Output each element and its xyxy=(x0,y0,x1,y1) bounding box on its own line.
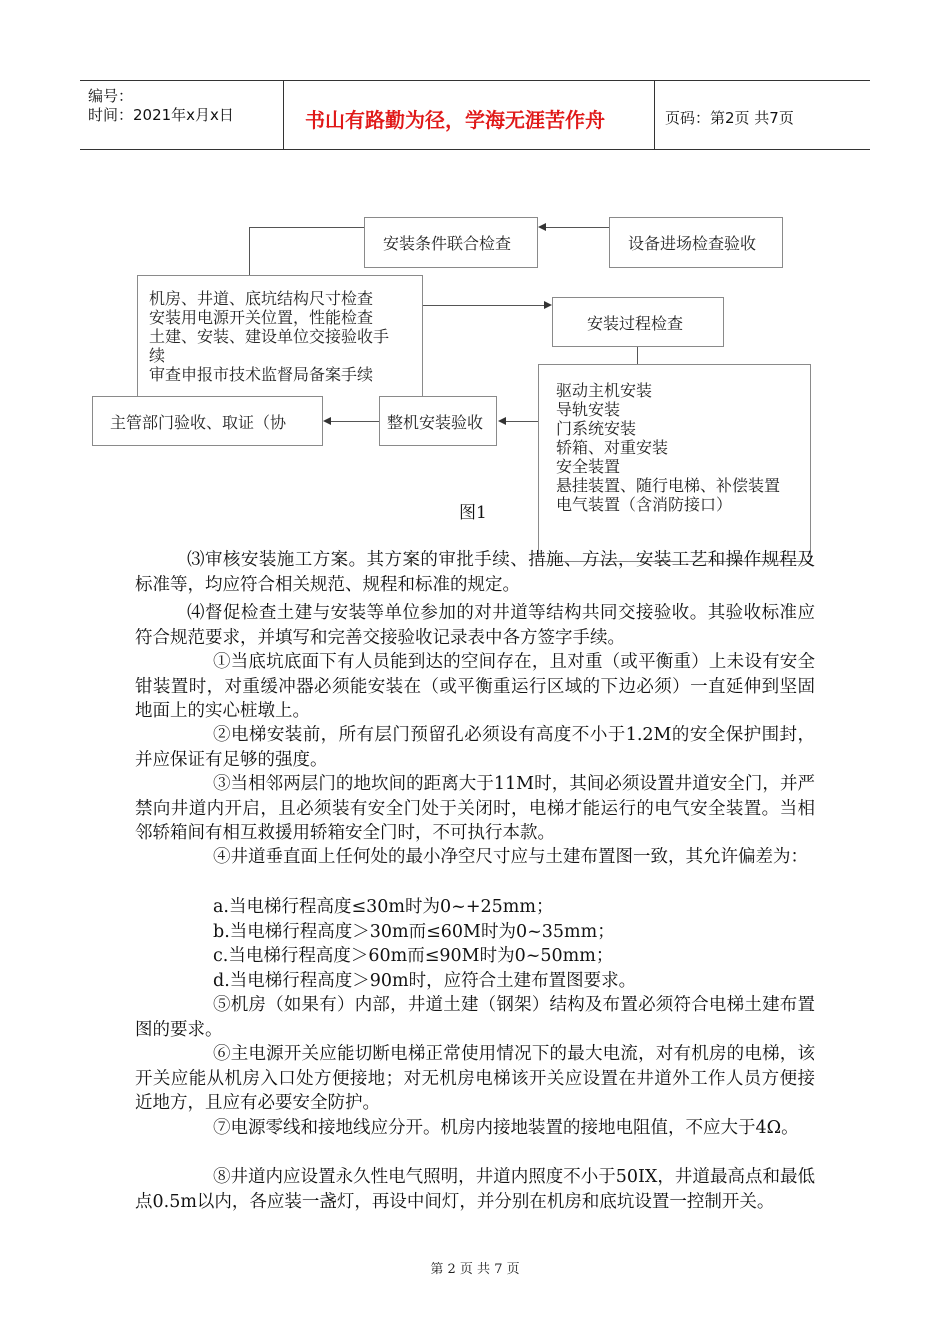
connector-equipment-to-condition xyxy=(545,227,609,228)
preconditions-line-3: 土建、安装、建设单位交接验收手 xyxy=(149,327,390,346)
box-authority xyxy=(92,396,323,446)
clause-2: ②电梯安装前，所有层门预留孔必须设有高度不小于1.2M的安全保护围封，并应保证有足够的强度。 xyxy=(135,725,815,770)
header-divider-right xyxy=(654,80,655,149)
box-preconditions xyxy=(137,275,423,401)
paragraph-4: ⑷督促检查土建与安装等单位参加的对井道等结构共同交接验收。其验收标准应符合规范要求，并填写和完善交接验收记录表中各方签字手续。 xyxy=(135,603,815,648)
clause-4: ④井道垂直面上任何处的最小净空尺寸应与土建布置图一致，其允许偏差为： xyxy=(213,847,808,867)
arrow-left-icon xyxy=(323,417,331,425)
clause-8: ⑧井道内应设置永久性电气照明，井道内照度不小于50IX，井道最高点和最低点0.5m以内，各应装一盏灯，再设中间灯，并分别在机房和底坑设置一控制开关。 xyxy=(135,1167,815,1212)
list-item-c: c.当电梯行程高度＞60m而≤90M时为0~50mm； xyxy=(213,946,614,966)
page-footer: 第 2 页 共 7 页 xyxy=(430,1262,520,1277)
preconditions-line-4: 续 xyxy=(149,346,166,365)
connector-left-to-process xyxy=(422,305,545,306)
process-item-2: 导轨安装 xyxy=(556,400,621,419)
arrow-left-icon xyxy=(538,223,546,231)
clause-3: ③当相邻两层门的地坎间的距离大于11M时，其间必须设置井道安全门，并严禁向井道内开启，且必须装有安全门处于关闭时，电梯才能运行的电气安全装置。当相邻轿箱间有相互救援用轿箱安全门时，不可执行本款。 xyxy=(135,774,815,843)
clause-1: ①当底坑底面下有人员能到达的空间存在，且对重（或平衡重）上未设有安全钳装置时，对重缓冲器必须能安装在（或平衡重运行区域的下边必须）一直延伸到坚固地面上的实心桩墩上。 xyxy=(135,652,815,721)
list-item-b: b.当电梯行程高度＞30m而≤60M时为0~35mm； xyxy=(213,922,615,942)
process-item-6: 悬挂装置、随行电梯、补偿装置 xyxy=(556,476,781,495)
preconditions-line-2: 安装用电源开关位置，性能检查 xyxy=(149,308,374,327)
header-time-label: 时间：2021年x月x日 xyxy=(88,106,234,124)
preconditions-line-1: 机房、井道、底坑结构尺寸检查 xyxy=(149,289,374,308)
box-process-check xyxy=(552,297,724,347)
process-item-3: 门系统安装 xyxy=(556,419,637,438)
figure-caption: 图1 xyxy=(459,503,487,523)
box-acceptance xyxy=(379,396,497,446)
process-item-5: 安全装置 xyxy=(556,457,621,476)
header-page-label: 页码：第2页 共7页 xyxy=(665,109,794,127)
box-process-items xyxy=(538,364,811,562)
box-acceptance-label: 整机安装验收 xyxy=(387,413,484,432)
connector-condition-to-left-h xyxy=(249,227,364,228)
header-number-label: 编号： xyxy=(88,87,134,105)
arrow-left-icon xyxy=(498,417,506,425)
process-item-4: 轿箱、对重安装 xyxy=(556,438,669,457)
clause-7: ⑦电源零线和接地线应分开。机房内接地装置的接地电阻值，不应大于4Ω。 xyxy=(213,1118,799,1138)
box-equipment-check-label: 设备进场检查验收 xyxy=(628,234,757,253)
box-condition-check xyxy=(364,217,538,268)
process-item-1: 驱动主机安装 xyxy=(556,381,653,400)
process-item-7: 电气装置（含消防接口） xyxy=(556,495,733,514)
connector-items-to-acceptance xyxy=(505,421,538,422)
paragraph-3: ⑶审核安装施工方案。其方案的审批手续、措施、方法，安装工艺和操作规程及标准等，均应符合相关规范、规程和标准的规定。 xyxy=(135,550,815,595)
clause-6: ⑥主电源开关应能切断电梯正常使用情况下的最大电流，对有机房的电梯，该开关应能从机房入口处方便接地；对无机房电梯该开关应设置在井道外工作人员方便接近地方，且应有必要安全防护。 xyxy=(135,1044,815,1113)
header-divider-left xyxy=(283,80,284,149)
header-bottom-rule xyxy=(80,149,870,150)
clause-5: ⑤机房（如果有）内部，井道土建（钢架）结构及布置必须符合电梯土建布置图的要求。 xyxy=(135,995,815,1040)
connector-acceptance-to-authority xyxy=(330,421,379,422)
list-item-a: a.当电梯行程高度≤30m时为0~+25mm； xyxy=(213,897,554,917)
list-item-d: d.当电梯行程高度＞90m时，应符合土建布置图要求。 xyxy=(213,971,637,991)
box-equipment-check xyxy=(609,217,783,268)
box-authority-label: 主管部门验收、取证（协 xyxy=(110,413,287,432)
box-condition-check-label: 安装条件联合检查 xyxy=(383,234,512,253)
connector-condition-to-left-v xyxy=(249,227,250,282)
arrow-right-icon xyxy=(544,301,552,309)
header-motto: 书山有路勤为径，学海无涯苦作舟 xyxy=(305,108,605,132)
preconditions-line-5: 审查申报市技术监督局备案手续 xyxy=(149,365,374,384)
header-top-rule xyxy=(80,80,870,81)
box-process-check-label: 安装过程检查 xyxy=(587,314,684,333)
